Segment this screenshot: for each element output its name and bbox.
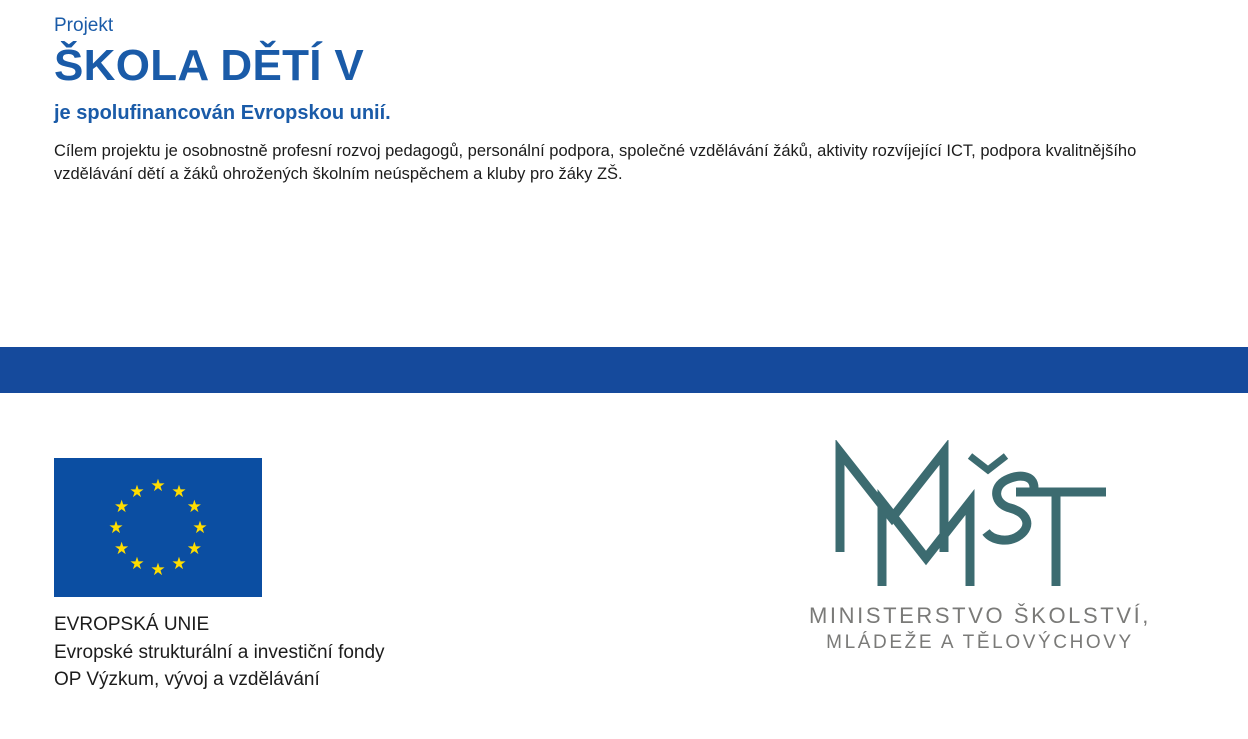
european-union-flag-icon (54, 458, 262, 597)
msmt-caption (760, 601, 1200, 656)
project-eyebrow: Projekt (54, 15, 114, 36)
eu-caption-line-1: EVROPSKÁ UNIE (54, 614, 210, 635)
eu-star-icon: ★ (150, 560, 166, 579)
msmt-caption-line-1: MINISTERSTVO ŠKOLSTVÍ, (808, 603, 1152, 628)
header-block (54, 14, 1204, 187)
eu-star-icon: ★ (171, 554, 187, 574)
msmt-monogram-icon (820, 440, 1140, 590)
eu-star-icon: ★ (108, 518, 124, 537)
logo-row (0, 440, 1248, 720)
page-title: ŠKOLA DĚTÍ V (54, 40, 364, 90)
eu-star-icon: ★ (150, 476, 166, 495)
eu-star-icon: ★ (114, 497, 130, 516)
eu-caption-line-3: OP Výzkum, vývoj a vzdělávání (54, 669, 320, 691)
blue-divider-bar (0, 347, 1248, 393)
eu-star-icon: ★ (186, 497, 202, 516)
eu-star-icon: ★ (171, 481, 187, 501)
eu-caption (54, 611, 574, 694)
project-description: Cílem projektu je osobnostně profesní rozvoj pedagogů, personální podpora, společné vzdělávání žáků, aktivity rozvíjející ICT, podpora kvalitnějšího vzdělávání dětí a žáků ohrožených školním neúspěchem a kluby pro žáky ZŠ. (54, 141, 1137, 184)
eu-star-icon: ★ (129, 554, 145, 574)
eu-logo-block (54, 458, 574, 694)
eu-caption-line-2: Evropské strukturální a investiční fondy (54, 641, 385, 663)
eu-star-icon: ★ (129, 481, 145, 501)
eu-star-icon: ★ (114, 539, 130, 558)
msmt-caption-line-2: MLÁDEŽE A TĚLOVÝCHOVY (826, 632, 1134, 654)
eu-star-icon: ★ (192, 518, 208, 537)
eu-star-icon: ★ (186, 539, 202, 558)
funding-subtitle: je spolufinancován Evropskou unií. (54, 101, 391, 124)
msmt-logo-block (760, 440, 1200, 656)
